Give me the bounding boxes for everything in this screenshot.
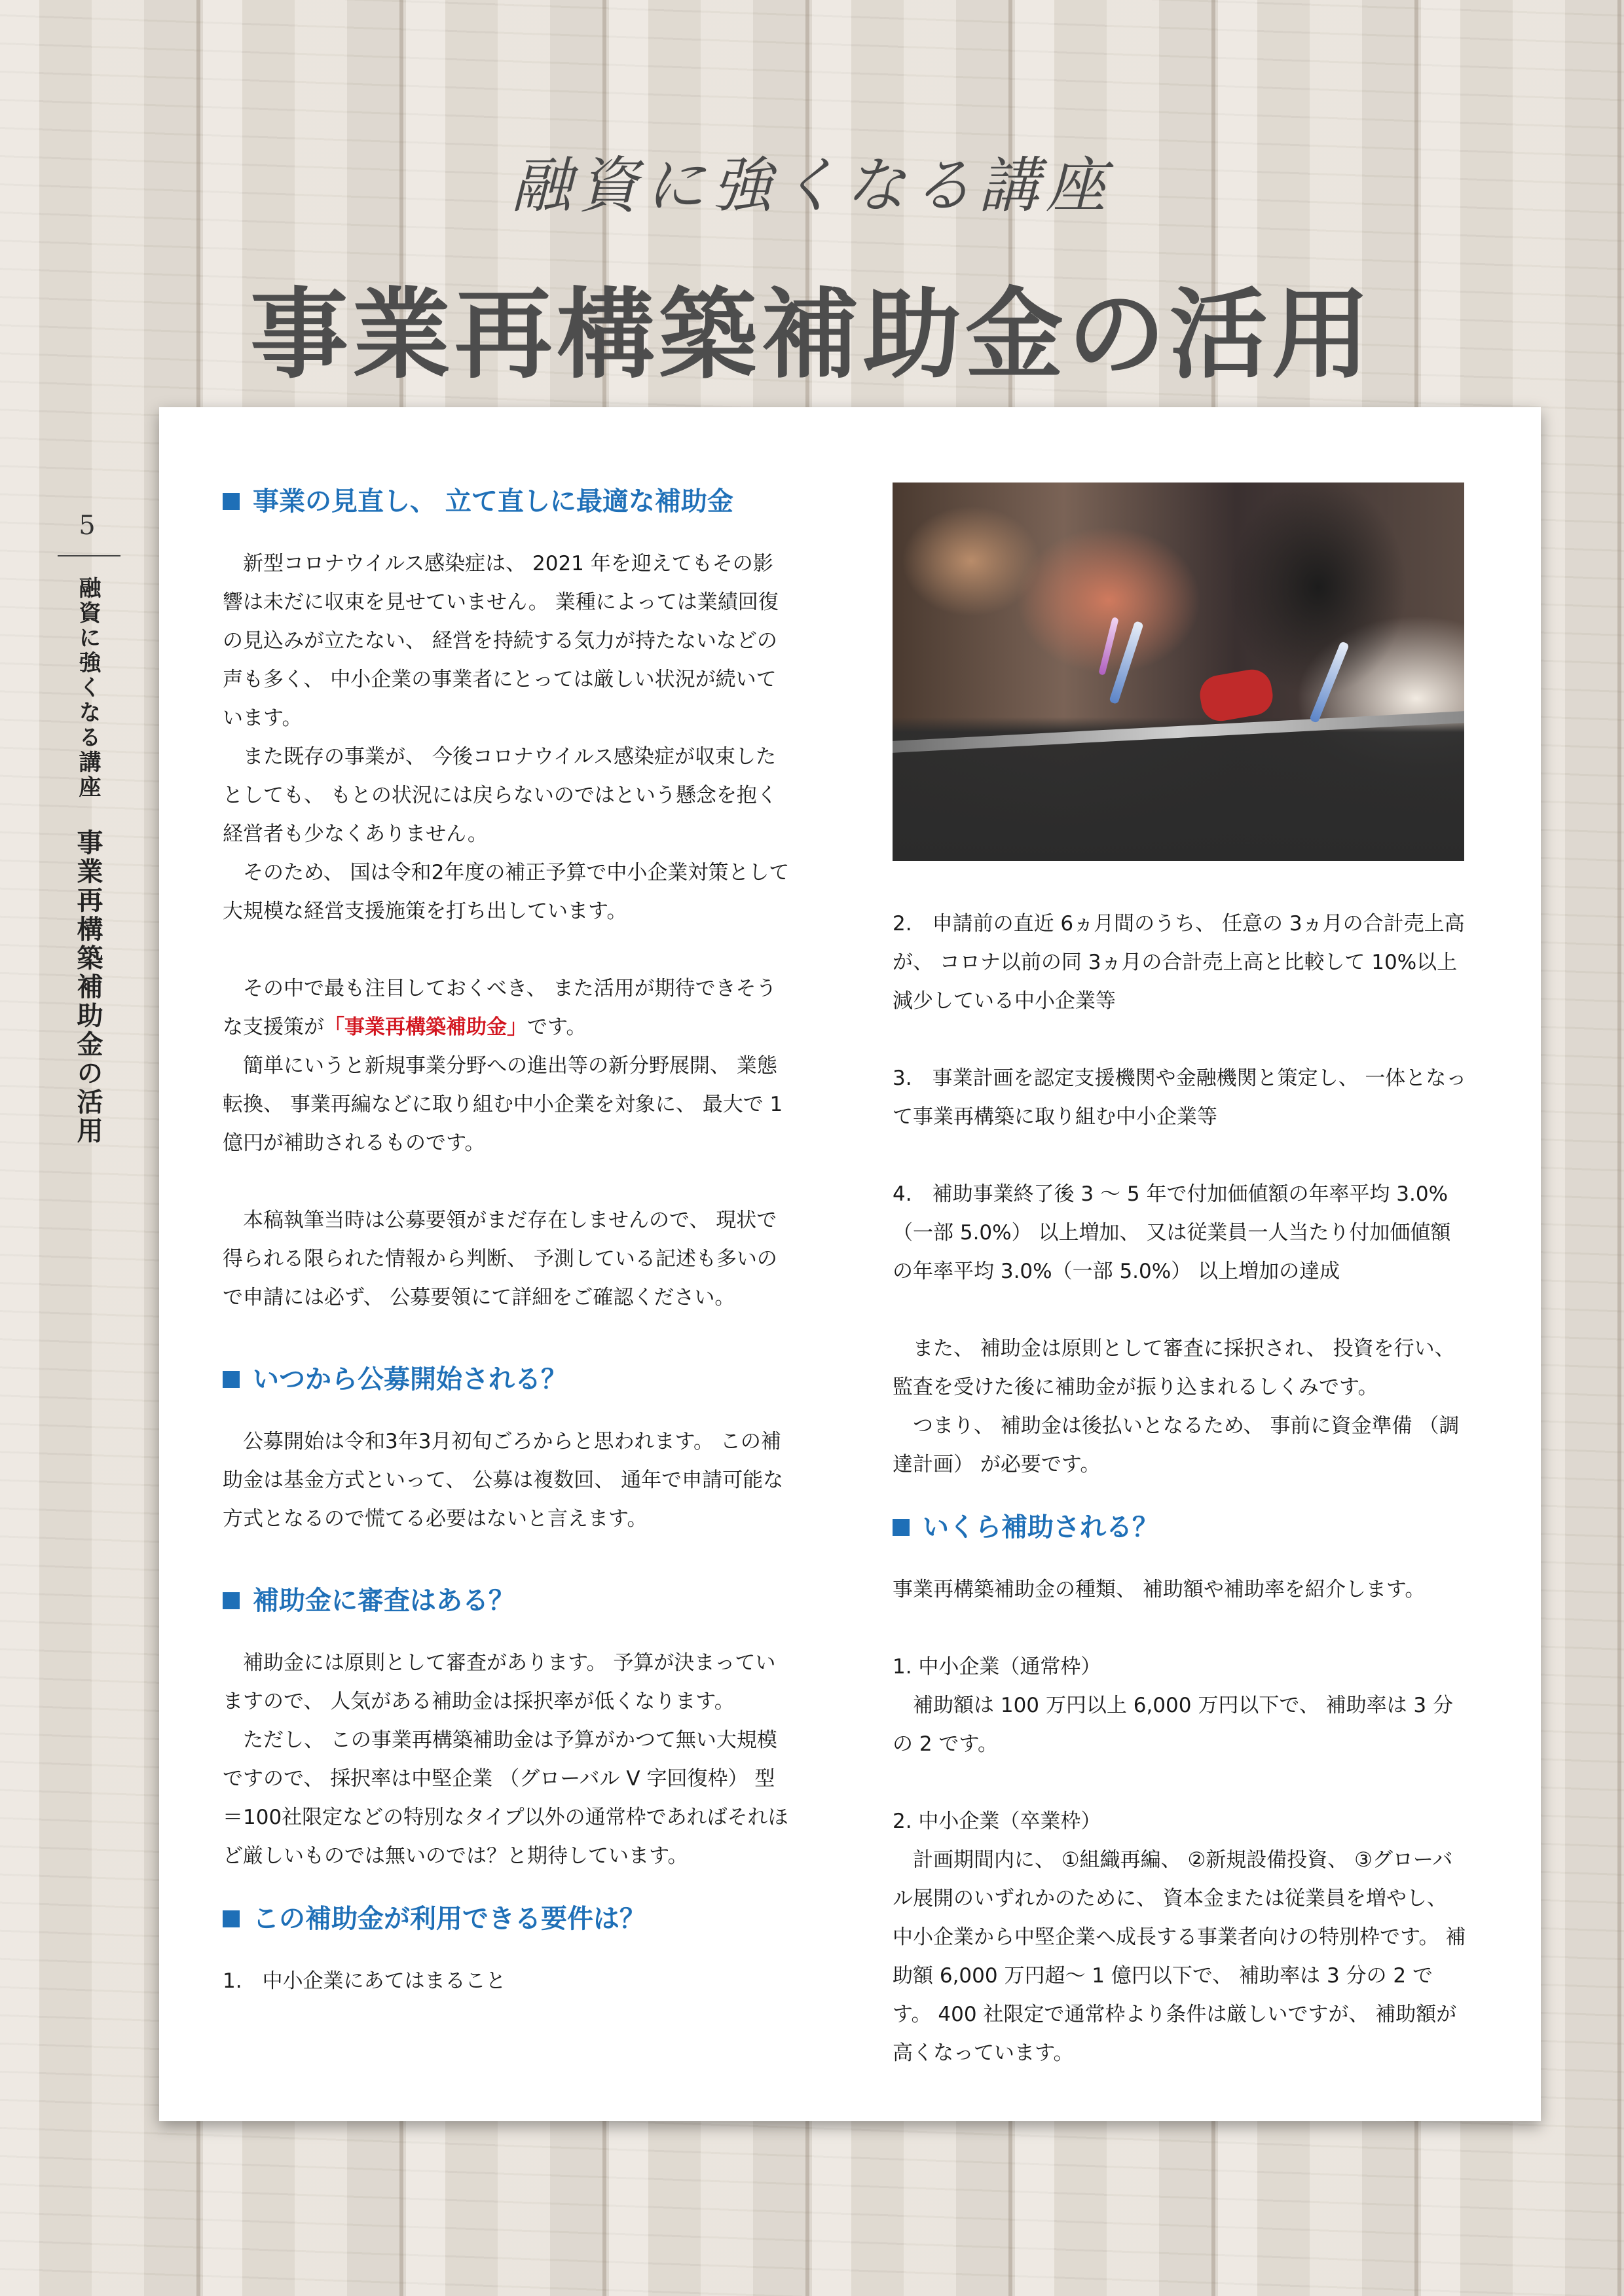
section-heading: 事業の見直し、 立て直しに最適な補助金 [223, 478, 792, 525]
square-bullet-icon [223, 1371, 240, 1388]
requirement-item: 2. 申請前の直近 6ヵ月間のうち、 任意の 3ヵ月の合計売上高が、 コロナ以前の同 3ヵ月の合計売上高と比較して 10%以上減少している中小企業等 [893, 912, 1465, 1013]
highlight-term: 「事業再構築補助金」 [324, 1015, 527, 1039]
paragraph: 計画期間内に、 ①組織再編、 ②新規設備投資、 ③グローバル展開のいずれかのために、 資本金または従業員を増やし、 中小企業から中堅企業へ成長する事業者向けの特別枠です。 補助額 6,000 万円超～ 1 億円以下で、 補助率は 3 分の 2 です。 400 社限定で通常枠より条件は厳しいですが、 補助額が高くなっています。 [893, 1848, 1466, 2065]
square-bullet-icon [223, 1910, 240, 1927]
pen-icon [1098, 617, 1118, 676]
square-bullet-icon [223, 1592, 240, 1609]
page-title: 事業再構築補助金の活用 [249, 278, 1374, 392]
paragraph: その中で最も注目しておくべき、 また活用が期待できそうな支援策が「事業再構築補助金」です。 [223, 977, 777, 1039]
requirement-item: 3. 事業計画を認定支援機関や金融機関と策定し、 一体となって事業再構築に取り組む中小企業等 [893, 1066, 1467, 1129]
paragraph: 事業再構築補助金の種類、 補助額や補助率を紹介します。 [893, 1578, 1426, 1601]
paragraph: 補助額は 100 万円以上 6,000 万円以下で、 補助率は 3 分の 2 です。 [893, 1694, 1453, 1756]
subsidy-type-title: 1. 中小企業（通常枠） [893, 1655, 1101, 1679]
paragraph: 公募開始は令和3年3月初旬ごろからと思われます。 この補助金は基金方式といって、 公募は複数回、 通年で申請可能な方式となるので慌てる必要はないと言えます。 [223, 1430, 784, 1531]
paragraph: 本稿執筆当時は公募要領がまだ存在しませんので、 現状で得られる限られた情報から判断、 予測している記述も多いので申請には必ず、 公募要領にて詳細をご確認ください。 [223, 1209, 777, 1309]
paragraph: また既存の事業が、 今後コロナウイルス感染症が収束したとしても、 もとの状況には戻らないのではという懸念を抱く経営者も少なくありません。 [223, 745, 777, 846]
requirement-item: 4. 補助事業終了後 3 ～ 5 年で付加価値額の年率平均 3.0%（一部 5.0%） 以上増加、 又は従業員一人当たり付加価値額の年率平均 3.0%（一部 5.0%） 以上増加の達成 [893, 1182, 1451, 1283]
sidebar-running-head [73, 576, 102, 1146]
section-heading: いくら補助される？ [893, 1504, 1469, 1551]
paragraph: ただし、 この事業再構築補助金は予算がかつて無い大規模ですので、 採択率は中堅企業 （グローバル V 字回復枠） 型＝100社限定などの特別なタイプ以外の通常枠であればそれほど厳しいものでは無いのでは？と期待しています。 [223, 1728, 788, 1868]
section-heading: いつから公募開始される？ [223, 1356, 792, 1403]
seminar-photo [893, 483, 1464, 861]
photo-sleeve [1197, 666, 1276, 724]
paragraph: 簡単にいうと新規事業分野への進出等の新分野展開、 業態転換、 事業再編などに取り組む中小企業を対象に、 最大で 1 億円が補助されるものです。 [223, 1054, 783, 1155]
paragraph: 補助金には原則として審査があります。 予算が決まっていますので、 人気がある補助金は採択率が低くなります。 [223, 1651, 776, 1713]
paragraph: 新型コロナウイルス感染症は、 2021 年を迎えてもその影響は未だに収束を見せていません。 業種によっては業績回復の見込みが立たない、 経営を持続する気力が持たないなどの声も多く、 中小企業の事業者にとっては厳しい状況が続いています。 [223, 552, 779, 730]
pen-icon [1309, 641, 1350, 723]
sidebar-series: 融資に強くなる講座 [75, 576, 101, 800]
paragraph: また、 補助金は原則として審査に採択され、 投資を行い、 監査を受けた後に補助金が振り込まれるしくみです。 [893, 1337, 1455, 1399]
square-bullet-icon [893, 1519, 910, 1536]
article-sheet [159, 407, 1541, 2121]
subsidy-type-title: 2. 中小企業（卒業枠） [893, 1810, 1101, 1833]
eyebrow-title: 融資に強くなる講座 [511, 151, 1113, 221]
photo-desk [893, 711, 1464, 753]
paragraph: そのため、 国は令和2年度の補正予算で中小企業対策として大規模な経営支援施策を打ち出しています。 [223, 861, 790, 923]
section-heading: この補助金が利用できる要件は？ [223, 1895, 792, 1942]
sidebar-rule [58, 555, 120, 556]
page-number: 5 [79, 511, 96, 541]
right-column [893, 905, 1469, 2073]
paragraph: つまり、 補助金は後払いとなるため、 事前に資金準備 （調達計画） が必要です。 [893, 1414, 1460, 1476]
sidebar-subject: 事業再構築補助金の活用 [73, 828, 103, 1146]
left-column [223, 478, 792, 2001]
square-bullet-icon [223, 493, 240, 510]
requirement-item: 1. 中小企業にあてはまること [223, 1969, 506, 1993]
section-heading: 補助金に審査はある？ [223, 1577, 792, 1624]
